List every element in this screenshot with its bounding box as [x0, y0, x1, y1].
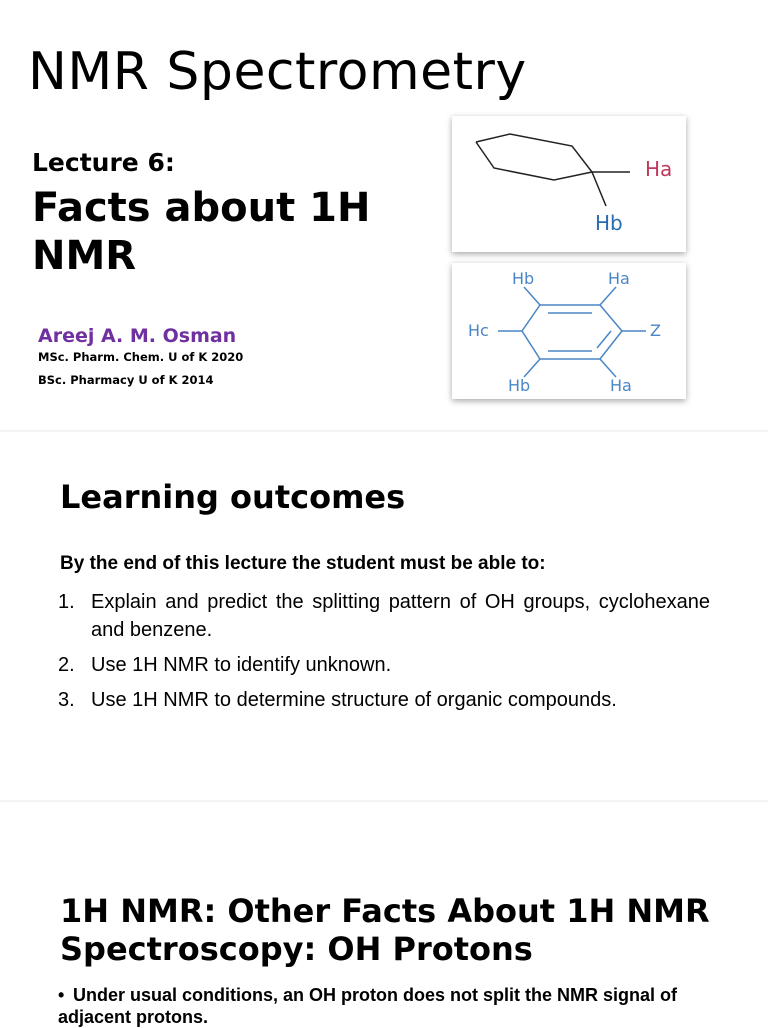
author-name: Areej A. M. Osman	[38, 325, 237, 347]
cyclohexane-figure	[452, 116, 686, 252]
ha-bottom-label: Ha	[610, 376, 632, 395]
list-item-text: Use 1H NMR to identify unknown.	[91, 654, 392, 676]
ha-label: Ha	[645, 157, 673, 181]
list-item-number: 1.	[58, 591, 75, 613]
lecture-number: Lecture 6:	[32, 148, 175, 177]
list-item-text: Explain and predict the splitting pattern of OH groups, cyclohexane and benzene.	[91, 591, 710, 641]
author-credential-bsc: BSc. Pharmacy U of K 2014	[38, 373, 214, 387]
hc-label: Hc	[468, 321, 489, 340]
list-item-number: 3.	[58, 689, 75, 711]
hb-top-label: Hb	[512, 269, 535, 288]
slide-divider	[0, 800, 768, 802]
z-label: Z	[650, 321, 661, 340]
oh-protons-heading: 1H NMR: Other Facts About 1H NMR Spectroscopy: OH Protons	[60, 892, 710, 968]
author-credential-msc: MSc. Pharm. Chem. U of K 2020	[38, 350, 244, 364]
list-item	[58, 686, 710, 714]
learning-outcomes-list	[58, 588, 710, 721]
bullet-icon: •	[58, 985, 65, 1005]
oh-protons-bullet	[58, 984, 728, 1028]
lecture-subtitle: Facts about 1H NMR	[32, 185, 371, 279]
list-item	[58, 588, 710, 644]
learning-outcomes-heading: Learning outcomes	[60, 478, 406, 516]
slide-title: NMR Spectrometry	[28, 42, 527, 102]
list-item-number: 2.	[58, 654, 75, 676]
list-item	[58, 651, 710, 679]
slide-divider	[0, 430, 768, 432]
ha-top-label: Ha	[608, 269, 630, 288]
bullet-text: Under usual conditions, an OH proton does not split the NMR signal of adjacent protons.	[58, 985, 678, 1027]
hb-label: Hb	[595, 211, 623, 235]
list-item-text: Use 1H NMR to determine structure of organic compounds.	[91, 689, 617, 711]
hb-bottom-label: Hb	[508, 376, 531, 395]
benzene-figure	[452, 263, 686, 399]
learning-outcomes-intro: By the end of this lecture the student must be able to:	[60, 553, 546, 574]
